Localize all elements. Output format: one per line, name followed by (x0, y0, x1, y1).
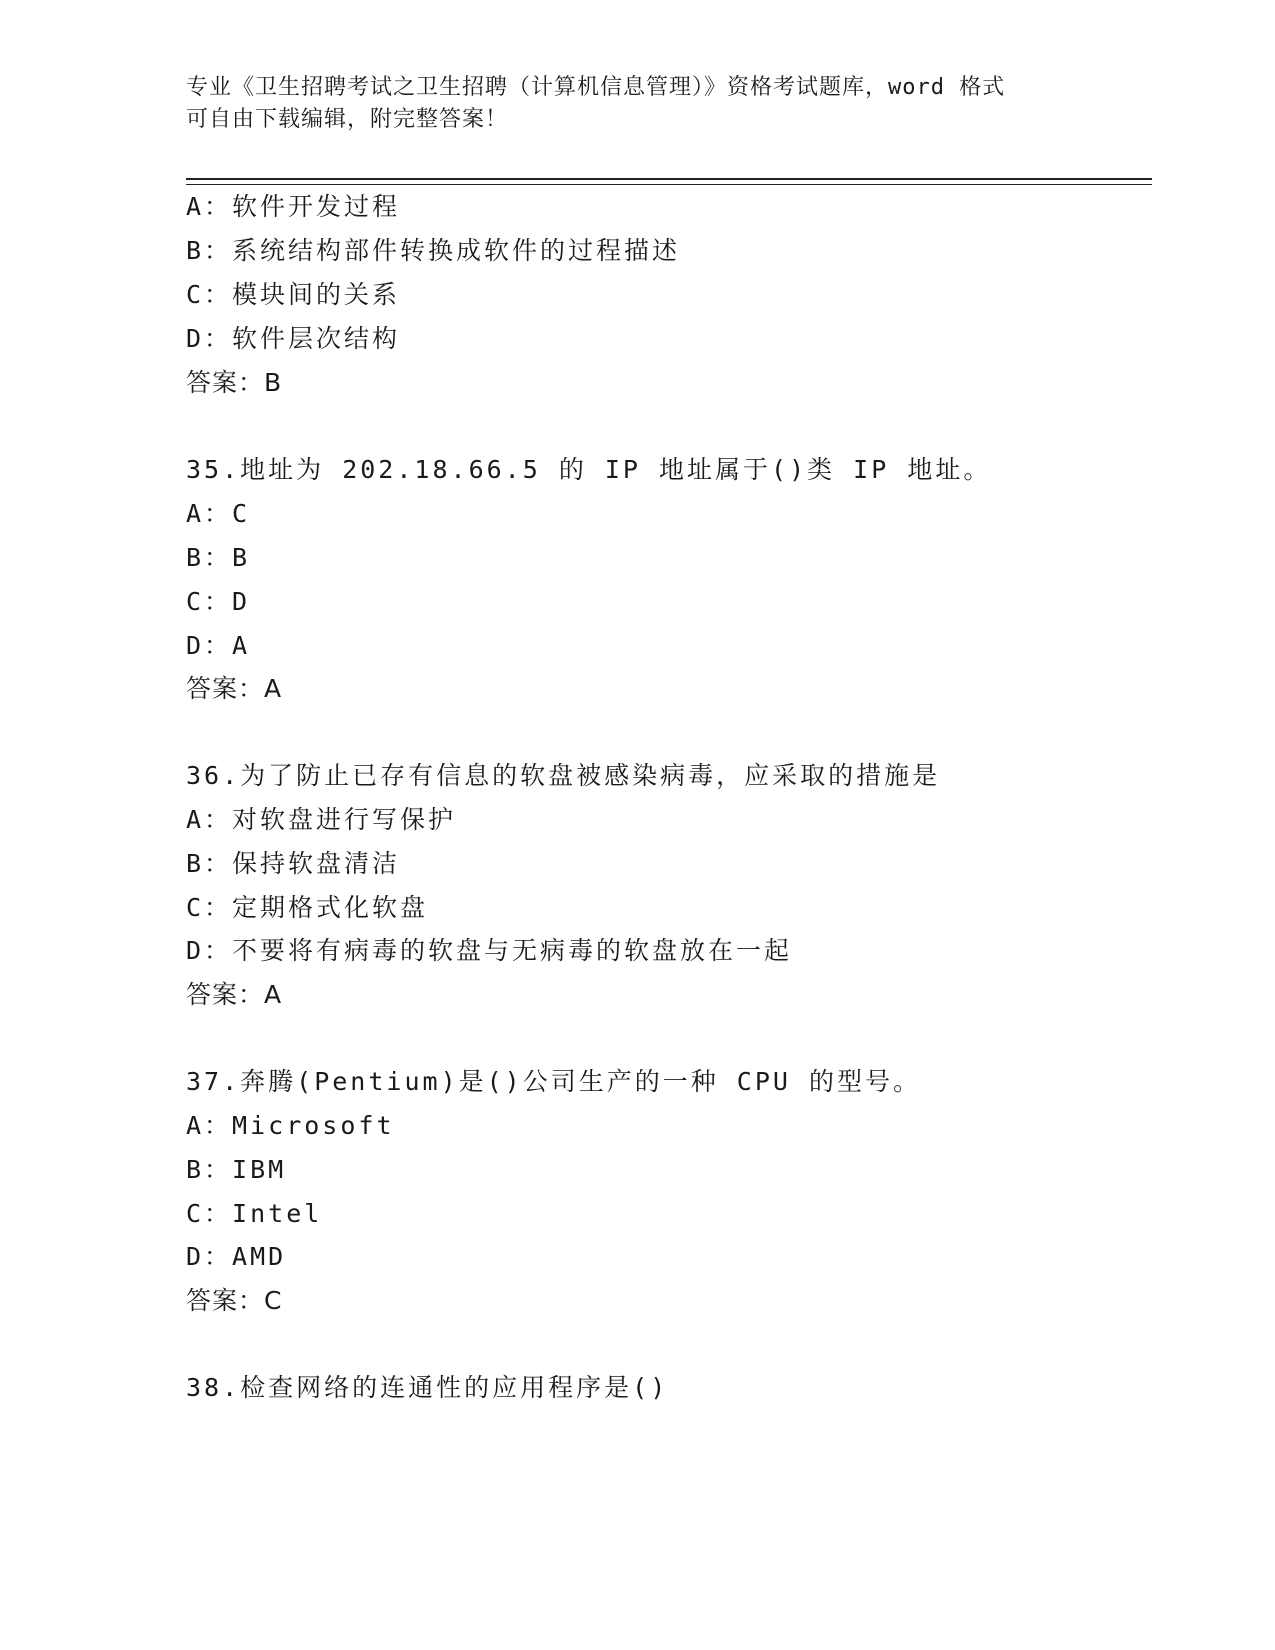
q36-option-b: B：保持软盘清洁 (186, 849, 401, 878)
q36-option-d: D：不要将有病毒的软盘与无病毒的软盘放在一起 (186, 936, 793, 965)
q34-option-b: B：系统结构部件转换成软件的过程描述 (186, 236, 681, 265)
q34-answer: 答案：B (186, 368, 283, 397)
q35-answer: 答案：A (186, 674, 283, 703)
q36-option-c: C：定期格式化软盘 (186, 893, 429, 922)
q38-question: 38.检查网络的连通性的应用程序是() (186, 1373, 669, 1402)
header-line-1: 专业《卫生招聘考试之卫生招聘（计算机信息管理）》资格考试题库，word 格式 (186, 75, 1006, 100)
q37-question: 37.奔腾(Pentium)是()公司生产的一种 CPU 的型号。 (186, 1067, 921, 1096)
q37-option-b: B：IBM (186, 1155, 287, 1184)
q37-option-c: C：Intel (186, 1199, 323, 1228)
q34-option-a: A：软件开发过程 (186, 192, 401, 221)
header-rule-thin (186, 184, 1152, 185)
q36-option-a: A：对软盘进行写保护 (186, 805, 457, 834)
q36-question: 36.为了防止已存有信息的软盘被感染病毒，应采取的措施是 (186, 761, 941, 790)
document-header (186, 72, 1066, 136)
q34-option-d: D：软件层次结构 (186, 324, 401, 353)
header-line-2: 可自由下载编辑，附完整答案！ (186, 107, 509, 132)
q37-option-a: A：Microsoft (186, 1111, 395, 1140)
q34-option-c: C：模块间的关系 (186, 280, 401, 309)
q37-answer: 答案：C (186, 1286, 283, 1315)
q37-option-d: D：AMD (186, 1242, 287, 1271)
q35-question: 35.地址为 202.18.66.5 的 IP 地址属于()类 IP 地址。 (186, 455, 992, 484)
q35-option-d: D：A (186, 631, 251, 660)
q35-option-c: C：D (186, 587, 251, 616)
q35-option-a: A：C (186, 499, 251, 528)
header-rule-thick (186, 178, 1152, 180)
q36-answer: 答案：A (186, 980, 283, 1009)
q35-option-b: B：B (186, 543, 251, 572)
